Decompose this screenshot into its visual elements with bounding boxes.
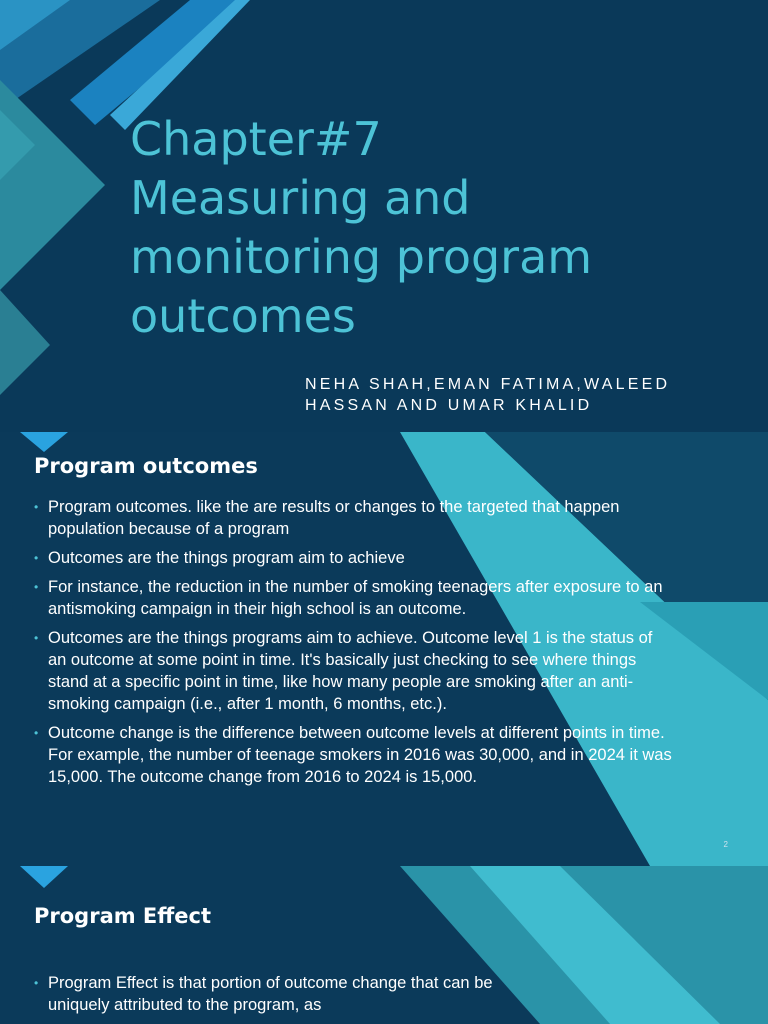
title-slide xyxy=(0,0,768,432)
title-line-3: monitoring program xyxy=(130,230,593,284)
bullet-item: • Outcome change is the difference between outcome levels at different points in time. For example, the number of teenage smokers in 2016 was 30,000, and in 2024 it was 15,000. The outcome change from 2016 to 2024 is 15,000. xyxy=(34,722,674,788)
bullet-list xyxy=(34,496,674,795)
bullet-item: • Program Effect is that portion of outcome change that can be uniquely attributed to the program, as xyxy=(34,972,554,1016)
slide-title xyxy=(130,110,730,346)
program-outcomes-slide xyxy=(0,432,768,866)
title-line-4: outcomes xyxy=(130,289,356,343)
title-line-2: Measuring and xyxy=(130,171,471,225)
bullet-item: • Outcomes are the things program aim to achieve xyxy=(34,547,674,569)
section-heading: Program outcomes xyxy=(34,454,258,478)
section-heading: Program Effect xyxy=(34,904,212,928)
program-effect-slide xyxy=(0,866,768,1024)
bullet-list xyxy=(34,972,554,1016)
title-line-1: Chapter#7 xyxy=(130,112,382,166)
bullet-item: • Outcomes are the things programs aim to achieve. Outcome level 1 is the status of an outcome at some point in time. It's basically just checking to see where things stand at a specific point in time, like how many people are smoking after an anti-smoking campaign (i.e., after 1 month, 6 months, etc.). xyxy=(34,627,674,715)
bullet-item: • For instance, the reduction in the number of smoking teenagers after exposure to an antismoking campaign in their high school is an outcome. xyxy=(34,576,674,620)
page-number: 2 xyxy=(723,840,728,849)
authors: NEHA SHAH,EMAN FATIMA,WALEED HASSAN AND UMAR KHALID xyxy=(305,376,671,414)
bullet-item: • Program outcomes. like the are results or changes to the targeted that happen population because of a program xyxy=(34,496,674,540)
